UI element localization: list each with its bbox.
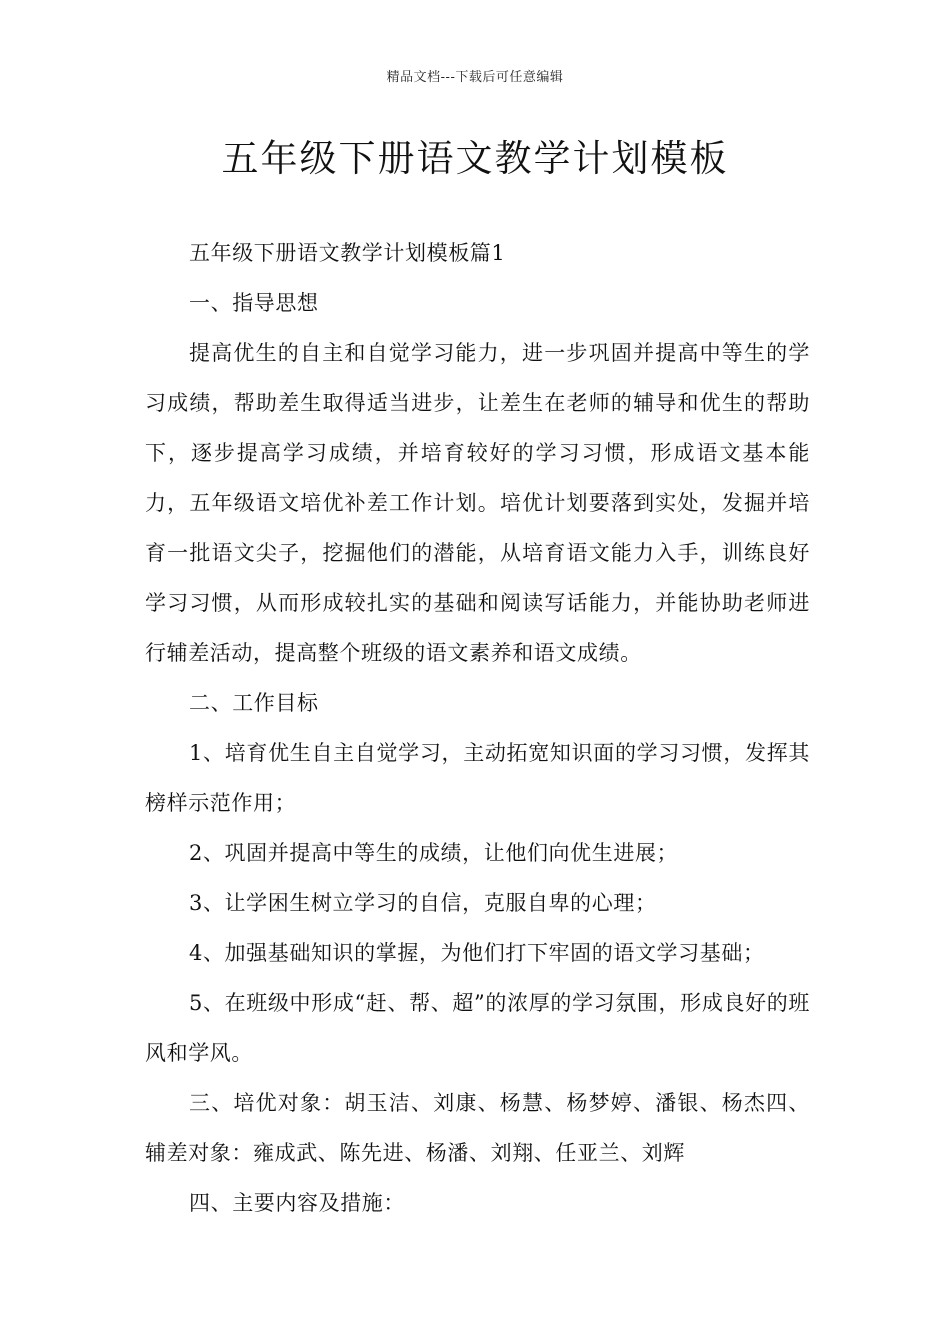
header-note: 精品文档---下载后可任意编辑 bbox=[386, 70, 564, 85]
document-body bbox=[145, 228, 810, 1228]
heading-work-goals: 二、工作目标 bbox=[189, 691, 319, 715]
heading-main-content: 四、主要内容及措施： bbox=[189, 1191, 405, 1215]
goal-item-1: 1、培育优生自主自觉学习，主动拓宽知识面的学习习惯，发挥其榜样示范作用； bbox=[145, 741, 810, 815]
goal-item-5: 5、在班级中形成“赶、帮、超”的浓厚的学习氛围，形成良好的班风和学风。 bbox=[145, 991, 810, 1065]
section-heading: 五年级下册语文教学计划模板篇1 bbox=[189, 241, 506, 265]
paragraph-guiding-ideology: 提高优生的自主和自觉学习能力，进一步巩固并提高中等生的学习成绩，帮助差生取得适当进步，让差生在老师的辅导和优生的帮助下，逐步提高学习成绩，并培育较好的学习习惯，形成语文基本能力，五年级语文培优补差工作计划。培优计划要落到实处，发掘并培育一批语文尖子，挖掘他们的潜能，从培育语文能力入手，训练良好学习习惯，从而形成较扎实的基础和阅读写话能力，并能协助老师进行辅差活动，提高整个班级的语文素养和语文成绩。 bbox=[145, 341, 810, 665]
paragraph-target-students: 三、培优对象：胡玉洁、刘康、杨慧、杨梦婷、潘银、杨杰四、辅差对象：雍成武、陈先进、杨潘、刘翔、任亚兰、刘辉 bbox=[145, 1091, 810, 1165]
goal-item-3: 3、让学困生树立学习的自信，克服自卑的心理； bbox=[189, 891, 657, 915]
heading-guiding-ideology: 一、指导思想 bbox=[189, 291, 319, 315]
goal-item-2: 2、巩固并提高中等生的成绩，让他们向优生进展； bbox=[189, 841, 679, 865]
document-title: 五年级下册语文教学计划模板 bbox=[221, 137, 729, 180]
goal-item-4: 4、加强基础知识的掌握，为他们打下牢固的语文学习基础； bbox=[189, 941, 765, 965]
